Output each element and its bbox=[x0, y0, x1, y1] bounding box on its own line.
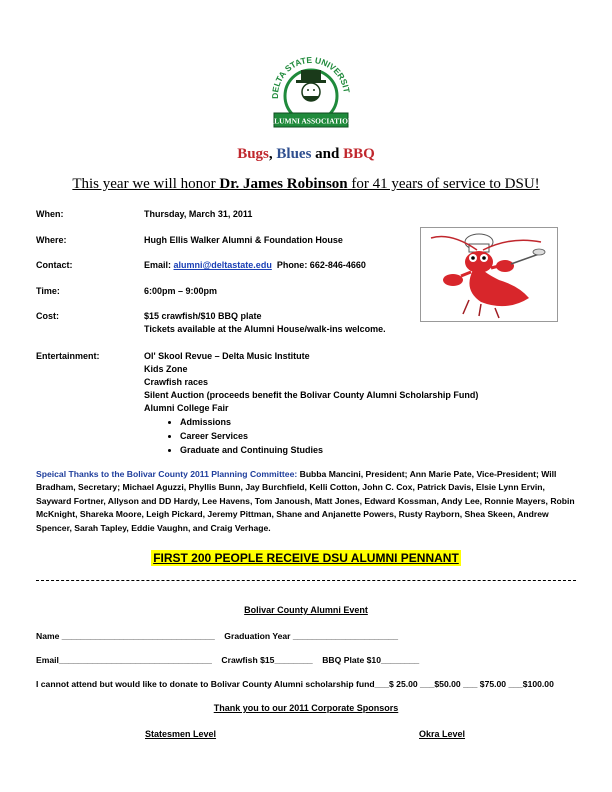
sub-item: • Career Services bbox=[180, 429, 478, 443]
when-value: Thursday, March 31, 2011 bbox=[144, 209, 253, 219]
entertainment-item: Crawfish races bbox=[144, 377, 209, 387]
where-value: Hugh Ellis Walker Alumni & Foundation House bbox=[144, 235, 343, 245]
thanks-paragraph bbox=[36, 468, 576, 535]
pennant-text: FIRST 200 PEOPLE RECEIVE DSU ALUMNI PENNANT bbox=[153, 551, 459, 565]
email-order-line[interactable]: Email________________________________ Crawfish $15________ BBQ Plate $10________ bbox=[36, 655, 420, 665]
dsu-alumni-logo bbox=[268, 52, 354, 132]
event-title bbox=[0, 146, 612, 163]
email-link[interactable]: alumni@deltastate.edu bbox=[173, 260, 272, 270]
title-and: and bbox=[311, 146, 344, 162]
statesmen-level-heading: Statesmen Level bbox=[145, 729, 217, 739]
honor-suffix: for 41 years of service to DSU! bbox=[347, 176, 540, 192]
cost-line-1: $15 crawfish/$10 BBQ plate bbox=[144, 311, 262, 321]
title-comma: , bbox=[268, 146, 277, 162]
cost-value bbox=[144, 310, 386, 336]
logo-banner-text: ALUMNI ASSOCIATION bbox=[268, 116, 354, 126]
time-label: Time: bbox=[36, 286, 60, 296]
entertainment-label: Entertainment: bbox=[36, 351, 100, 361]
okra-level-heading: Okra Level bbox=[419, 729, 466, 739]
cost-label: Cost: bbox=[36, 311, 59, 321]
form-title: Bolivar County Alumni Event bbox=[244, 605, 368, 615]
title-bugs: Bugs bbox=[237, 146, 269, 162]
where-label: Where: bbox=[36, 235, 67, 245]
entertainment-item: Ol' Skool Revue – Delta Music Institute bbox=[144, 351, 310, 361]
honor-line bbox=[0, 176, 612, 193]
title-bbq: BBQ bbox=[343, 146, 375, 162]
time-value: 6:00pm – 9:00pm bbox=[144, 286, 218, 296]
contact-label: Contact: bbox=[36, 260, 73, 270]
phone-text: Phone: 662-846-4660 bbox=[271, 260, 366, 270]
entertainment-item: Alumni College Fair bbox=[144, 403, 229, 413]
honoree-name: Dr. James Robinson bbox=[219, 176, 348, 192]
sub-item: • Admissions bbox=[180, 415, 478, 429]
when-label: When: bbox=[36, 209, 64, 219]
entertainment-item: Kids Zone bbox=[144, 364, 188, 374]
name-graduation-line[interactable]: Name ________________________________ Graduation Year ______________________ bbox=[36, 631, 399, 641]
logo-arc-text: DELTA STATE UNIVERSIT bbox=[269, 54, 352, 99]
crawfish-chef-image bbox=[420, 227, 558, 322]
pennant-banner bbox=[0, 549, 612, 567]
cost-line-2: Tickets available at the Alumni House/walk-ins welcome. bbox=[144, 324, 386, 334]
thanks-heading: Speical Thanks to the Bolivar County 2011 Planning Committee: bbox=[36, 469, 298, 479]
thanks-body: Bubba Mancini, President; Ann Marie Pate, Vice-President; Will Bradham, Secretary; Michael Aguzzi, Phyllis Bunn, Jay Burchfield, Kelli Cotton, John C. Cox, Patrick Davis, Elsie Lynn Ervin, Sayward Fortner, Allyson and DD Hardy, Lee Havens, Tom Janoush, Matt Jones, Edward Kossman, Andy Lee, Ronnie Mayers, Robin McKnight, Shareka Moore, Leigh Pickard, Jeremy Pittman, Shane and Anjanette Powers, Rusty Rayborn, Shea Skeen, Andrew Spencer, Sarah Tapley, Eddie Vaughn, and Craig Verhage. bbox=[36, 469, 575, 533]
honor-prefix: This year we will honor bbox=[72, 176, 220, 192]
sponsors-title: Thank you to our 2011 Corporate Sponsors bbox=[213, 703, 399, 713]
sub-item: • Graduate and Continuing Studies bbox=[180, 443, 478, 457]
title-blues: Blues bbox=[276, 146, 312, 162]
email-prefix: Email: bbox=[144, 260, 174, 270]
donation-line[interactable]: I cannot attend but would like to donate to Bolivar County Alumni scholarship fund___$ 25.00 ___$50.00 ___ $75.00 ___$100.00 bbox=[36, 679, 554, 689]
contact-value bbox=[144, 259, 366, 272]
cut-line-divider bbox=[36, 580, 576, 581]
entertainment-list bbox=[144, 350, 478, 457]
college-fair-sublist bbox=[144, 415, 478, 457]
entertainment-item: Silent Auction (proceeds benefit the Bolivar County Alumni Scholarship Fund) bbox=[144, 390, 479, 400]
